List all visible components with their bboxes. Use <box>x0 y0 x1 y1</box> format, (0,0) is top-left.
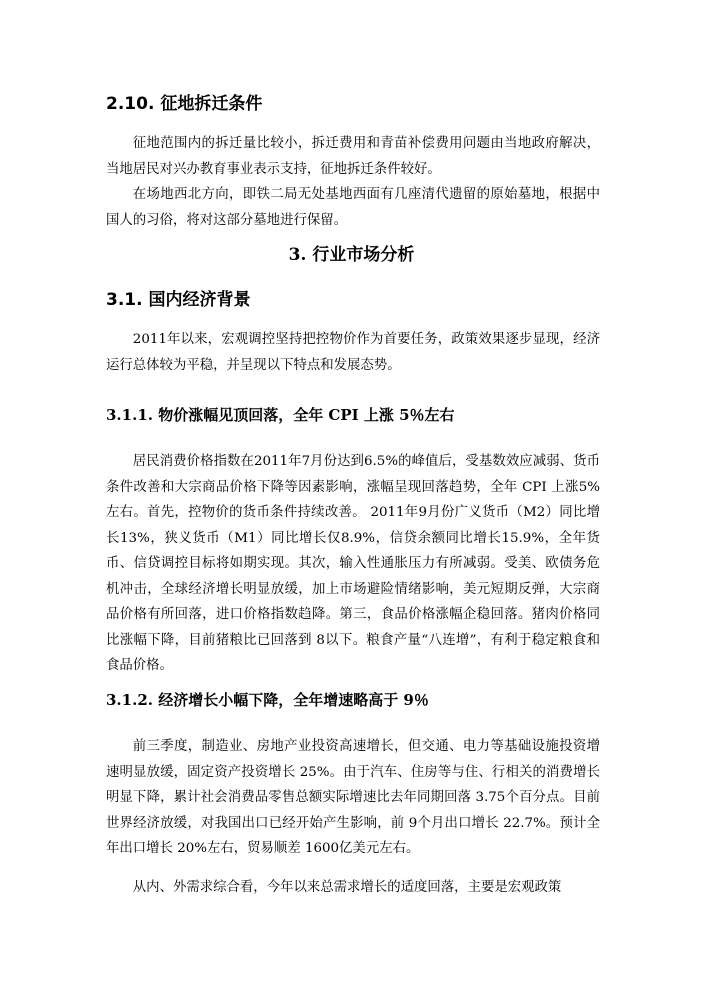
heading-3-1-2: 3.1.2. 经济增长小幅下降，全年增速略高于 9％ <box>106 691 429 709</box>
paragraph-growth: 前三季度，制造业、房地产业投资高速增长，但交通、电力等基础设施投资增速明显放缓，固定资产投资增长 25%。由于汽车、住房等与住、行相关的消费增长明显下降，累计社会消费品零售总额实际增速比去年同期回落 3.75个百分点。目前世界经济放缓，对我国出口已经开始产生影响，前 9个月出口增长 22.7%。预计全年出口增长 20%左右，贸易顺差 1600亿美元左右。 <box>106 739 600 856</box>
heading-3-1-1: 3.1.1. 物价涨幅见顶回落，全年 CPI 上涨 5％左右 <box>106 406 455 424</box>
paragraph-economic-background: 2011年以来，宏观调控坚持把控物价作为首要任务，政策效果逐步显现，经济运行总体较为平稳，并呈现以下特点和发展态势。 <box>106 332 600 373</box>
paragraph-land-acquisition: 征地范围内的拆迁量比较小，拆迁费用和青苗补偿费用问题由当地政府解决，当地居民对兴办教育事业表示支持，征地拆迁条件较好。 <box>106 136 600 177</box>
paragraph-tombs: 在场地西北方向，即铁二局无处基地西面有几座清代遗留的原始墓地，根据中国人的习俗，将对这部分墓地进行保留。 <box>106 187 600 228</box>
heading-3-1: 3.1. 国内经济背景 <box>106 290 251 310</box>
heading-3: 3. 行业市场分析 <box>288 245 415 265</box>
paragraph-cpi: 居民消费价格指数在2011年7月份达到6.5%的峰值后，受基数效应减弱、货币条件改善和大宗商品价格下降等因素影响，涨幅呈现回落趋势，全年 CPI 上涨5%左右。首先，控物价的货币条件持续改善。 2011年9月份广义货币（M2）同比增长13%，狭义货币（M1）同比增长仅8.9%，信贷余额同比增长15.9%，全年货币、信贷调控目标将如期实现。其次，输入性通胀压力有所减弱。受美、欧债务危机冲击，全球经济增长明显放缓，加上市场避险情绪影响，美元短期反弹，大宗商品价格有所回落，进口价格指数趋降。第三，食品价格涨幅企稳回落。猪肉价格同比涨幅下降，目前猪粮比已回落到 8以下。粮食产量“八连增”，有利于稳定粮食和食品价格。 <box>106 454 600 673</box>
paragraph-demand: 从内、外需求综合看，今年以来总需求增长的适度回落，主要是宏观政策 <box>132 880 562 895</box>
heading-2-10: 2.10. 征地拆迁条件 <box>106 94 263 114</box>
